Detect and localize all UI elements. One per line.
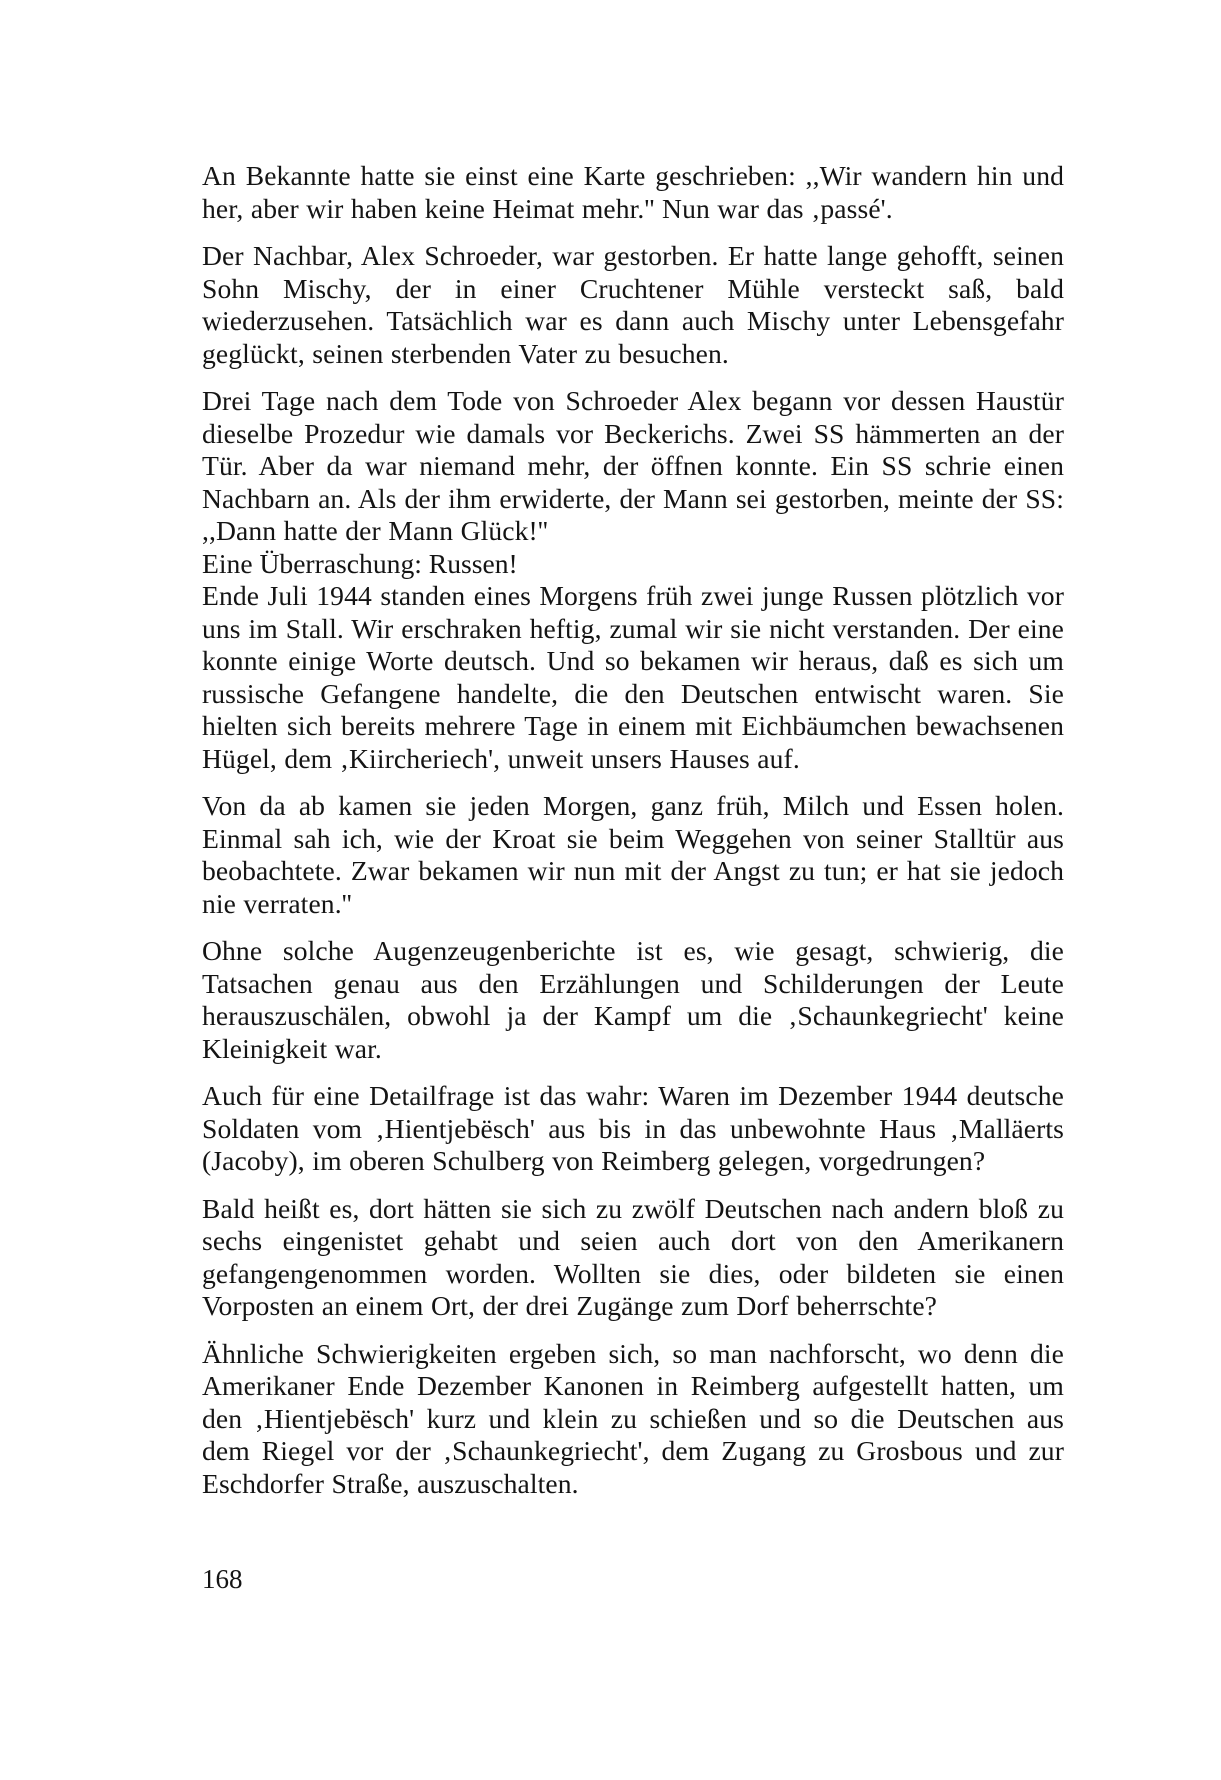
paragraph-ss-visit: Drei Tage nach dem Tode von Schroeder Alex begann vor dessen Haustür dieselbe Prozedur wie damals vor Beckerichs. Zwei SS hämmerten an der Tür. Aber da war niemand mehr, der öffnen konnte. Ein SS schrie einen Nachbarn an. Als der ihm erwiderte, der Mann sei gestorben, meinte der SS: ,,Dann hatte der Mann Glück!''	[202, 385, 1064, 546]
paragraph-russians-arrive: Ende Juli 1944 standen eines Morgens früh zwei junge Russen plötzlich vor uns im Stall. Wir erschraken heftig, zumal wir sie nicht verstanden. Der eine konnte einige Worte deutsch. Und so bekamen wir heraus, daß es sich um russische Gefangene handelte, die den Deutschen entwischt waren. Sie hielten sich bereits mehrere Tage in einem mit Eichbäumchen bewachsenen Hügel, dem ‚Kiircheriech', unweit unsers Hauses auf.	[202, 580, 1064, 774]
page-number: 168	[202, 1564, 243, 1594]
paragraph-detail-question: Auch für eine Detailfrage ist das wahr: Waren im Dezember 1944 deutsche Soldaten vom ‚Hientjebësch' aus bis in das unbewohnte Haus ‚Malläerts (Jacoby), im oberen Schulberg von Reimberg gelegen, vorgedrungen?	[202, 1080, 1064, 1176]
paragraph-postcard: An Bekannte hatte sie einst eine Karte geschrieben: ,,Wir wandern hin und her, aber wir haben keine Heimat mehr.'' Nun war das ‚passé'.	[202, 160, 1064, 224]
section-heading-russians: Eine Überraschung: Russen!	[202, 547, 518, 579]
paragraph-neighbor-death: Der Nachbar, Alex Schroeder, war gestorben. Er hatte lange gehofft, seinen Sohn Mischy, der in einer Cruchtener Mühle versteckt saß, bald wiederzusehen. Tatsächlich war es dann auch Mischy unter Lebensgefahr geglückt, seinen sterbenden Vater zu besuchen.	[202, 240, 1064, 369]
paragraph-twelve-germans: Bald heißt es, dort hätten sie sich zu zwölf Deutschen nach andern bloß zu sechs eingenistet gehabt und seien auch dort von den Amerikanern gefangengenommen worden. Wollten sie dies, oder bildeten sie einen Vorposten an einem Ort, der drei Zugänge zum Dorf beherrschte?	[202, 1192, 1064, 1321]
paragraph-eyewitness: Ohne solche Augenzeugenberichte ist es, wie gesagt, schwierig, die Tatsachen genau aus den Erzählungen und Schilderungen der Leute herauszuschälen, obwohl ja der Kampf um die ‚Schaunkegriecht' keine Kleinigkeit war.	[202, 935, 1064, 1064]
paragraph-american-cannons: Ähnliche Schwierigkeiten ergeben sich, so man nachforscht, wo denn die Amerikaner Ende Dezember Kanonen in Reimberg aufgestellt hatten, um den ‚Hientjebësch' kurz und klein zu schießen und so die Deutschen aus dem Riegel vor der ‚Schaunkegriecht', dem Zugang zu Grosbous und zur Eschdorfer Straße, auszuschalten.	[202, 1337, 1064, 1499]
paragraph-milk-and-food: Von da ab kamen sie jeden Morgen, ganz früh, Milch und Essen holen. Einmal sah ich, wie der Kroat sie beim Weggehen von seiner Stalltür aus beobachtete. Zwar bekamen wir nun mit der Angst zu tun; er hat sie jedoch nie verraten.''	[202, 790, 1064, 919]
page-body	[202, 160, 1064, 1515]
